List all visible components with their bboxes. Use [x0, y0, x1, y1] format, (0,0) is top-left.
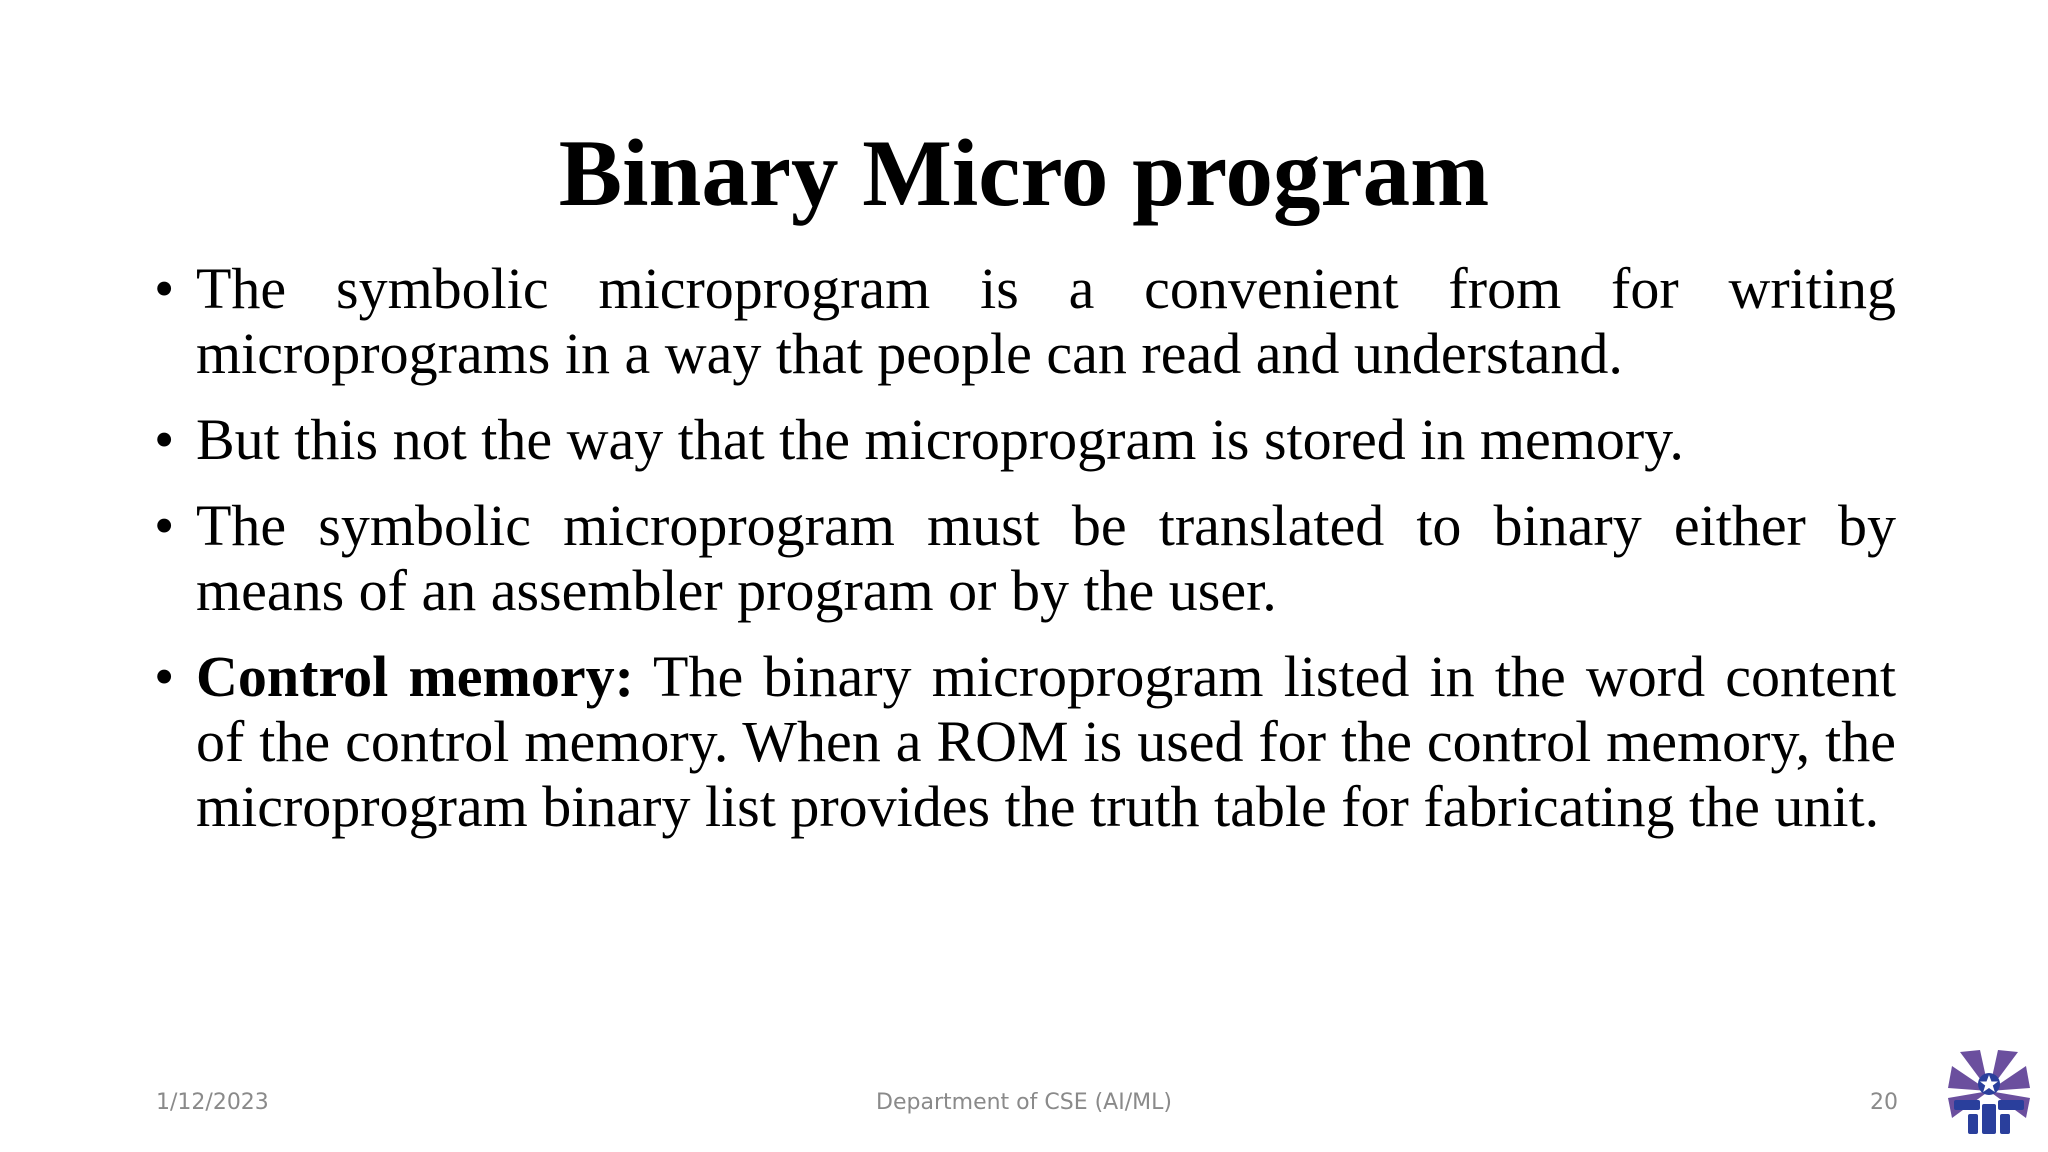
footer-page-number: 20 [1870, 1090, 1898, 1115]
bullet-marker: • [154, 407, 175, 472]
bullet-item [154, 407, 1896, 472]
footer-date: 1/12/2023 [156, 1090, 269, 1115]
institution-logo-icon [1946, 1048, 2032, 1134]
bullet-text: The binary microprogram listed in the word content of the control memory. When a ROM is used for the control memory, the microprogram binary list provides the truth table for fabricating the unit. [196, 644, 1896, 839]
bullet-item [154, 493, 1896, 623]
bullet-marker: • [154, 256, 175, 321]
bullet-bold-lead: Control memory: [196, 644, 634, 709]
bullet-item [154, 256, 1896, 386]
bullet-marker: • [154, 644, 175, 709]
bullet-text: The symbolic microprogram must be translated to binary either by means of an assembler program or by the user. [196, 493, 1896, 623]
bullet-item [154, 644, 1896, 839]
bullet-text: The symbolic microprogram is a convenient from for writing microprograms in a way that people can read and understand. [196, 256, 1896, 386]
slide-title: Binary Micro program [558, 120, 1490, 226]
bullet-marker: • [154, 493, 175, 558]
bullet-text: But this not the way that the microprogram is stored in memory. [196, 407, 1684, 472]
footer-department: Department of CSE (AI/ML) [876, 1090, 1172, 1115]
bullet-list [154, 256, 1896, 860]
